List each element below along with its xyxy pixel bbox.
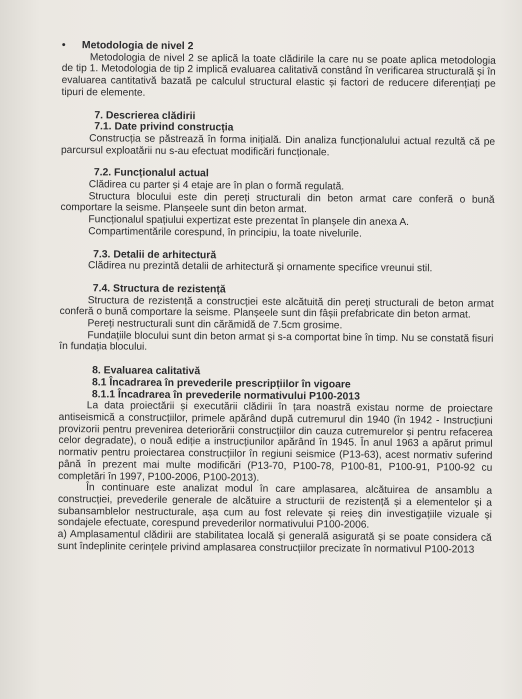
section-7-1-paragraph: Construcția se păstrează în forma inițială. Din analiza funcționalului actual rezultă că pe parcursul exploatării nu s-au efectuat modificări funcționale.: [60, 133, 496, 158]
methodology-title: Metodologia de nivel 2: [81, 40, 194, 53]
section-8-1-1-item-a: a) Amplasamentul clădirii are stabilitatea locală și generală asigurată și se poate considera că sunt îndeplinite cerințele privind amplasarea construcțiilor precizate în normativul P100-2013: [57, 528, 492, 556]
bullet-icon: •: [61, 40, 66, 52]
section-7-1-title: 7.1. Date privind construcția: [94, 121, 234, 134]
section-7-3-paragraph: Clădirea nu prezintă detalii de arhitectură și ornamente specifice vreunui stil.: [87, 260, 433, 275]
section-7-2-line-2: Structura blocului este din pereți structurali din beton armat care conferă o bună comportare la seisme. Planșeele sunt din beton armat.: [60, 190, 495, 216]
methodology-paragraph: Metodologia de nivel 2 se aplică la toate clădirile la care nu se poate aplica metodologia de tip 1. Metodologia de tip 2 implică evaluarea calitativă constând în verificarea structurală și în evaluarea cantitativă bazată pe calculul structural elastic și factori de reducere diferențiați pe tipuri de elemente.: [61, 51, 496, 99]
section-7-4-title: 7.4. Structura de rezistență: [92, 283, 226, 296]
section-8: [92, 365, 493, 404]
section-7-2-line-3: Funcționalul spațiului expertizat este prezentat în planșele din anexa A.: [88, 214, 410, 229]
section-7-4-line-3: Fundațiile blocului sunt din beton armat și s-a comportat bine în timp. Nu se constată fisuri în fundația blocului.: [59, 329, 494, 354]
section-7: [94, 110, 495, 137]
section-7-2-title: 7.2. Funcționalul actual: [93, 167, 209, 180]
section-7-4-line-2: Pereți nestructurali sunt din cărămidă de 7.5cm grosime.: [87, 318, 343, 332]
section-7-title: 7. Descrierea clădirii: [94, 109, 196, 122]
section-7-2-line-4: Compartimentările corespund, în principiu, la toate nivelurile.: [88, 226, 362, 240]
section-8-1-title: 8.1 Încadrarea în prevederile prescripțiilor în vigoare: [91, 377, 351, 391]
section-8-title: 8. Evaluarea calitativă: [92, 365, 201, 378]
section-8-1-1-line-2: În continuare este analizat modul în care amplasarea, alcătuirea de ansamblu a construcției, prevederile generale de alcătuire a structurii de rezistență și a elementelor și a subansamblelor nestructurale, așa cum au fost relevate și reieș din investigațiile vizuale și sondajele efectuate, corespund prevederilor normativului P100-2006.: [57, 482, 493, 532]
section-8-1-1-line-1: La data proiectării și executării clădirii în țara noastră existau norme de proiectare antiseismică a construcțiilor, primele apărând după cutremurul din 1940 (în 1942 - Instrucțiuni provizorii pentru prevenirea deteriorării construcțiilor din cauza cutremurelor și pentru refacerea celor degradate), o nouă ediție a instrucțiunilor apărând în 1945. În anul 1963 a apărut primul normativ pentru proiectarea construcțiilor în regiuni seismice (P13-63), acest normativ suferind până în prezent mai multe modificări (P13-70, P100-78, P100-81, P100-91, P100-92 cu completări în 1997, P100-2006, P100-2013).: [58, 400, 493, 484]
section-8-1-1-title: 8.1.1 Încadrarea în prevederile normativului P100-2013: [91, 388, 360, 403]
section-7-4-line-1: Structura de rezistență a construcției este alcătuită din pereți structurali de beton armat conferă o bună comportare la seisme. Planșeele sunt din fâșii prefabricate din beton armat.: [59, 294, 494, 321]
section-7-3-title: 7.3. Detalii de arhitectură: [93, 248, 217, 261]
document-body: [58, 40, 496, 556]
section-7-2-line-1: Clădirea cu parter și 4 etaje are în plan o formă regulată.: [88, 179, 345, 193]
